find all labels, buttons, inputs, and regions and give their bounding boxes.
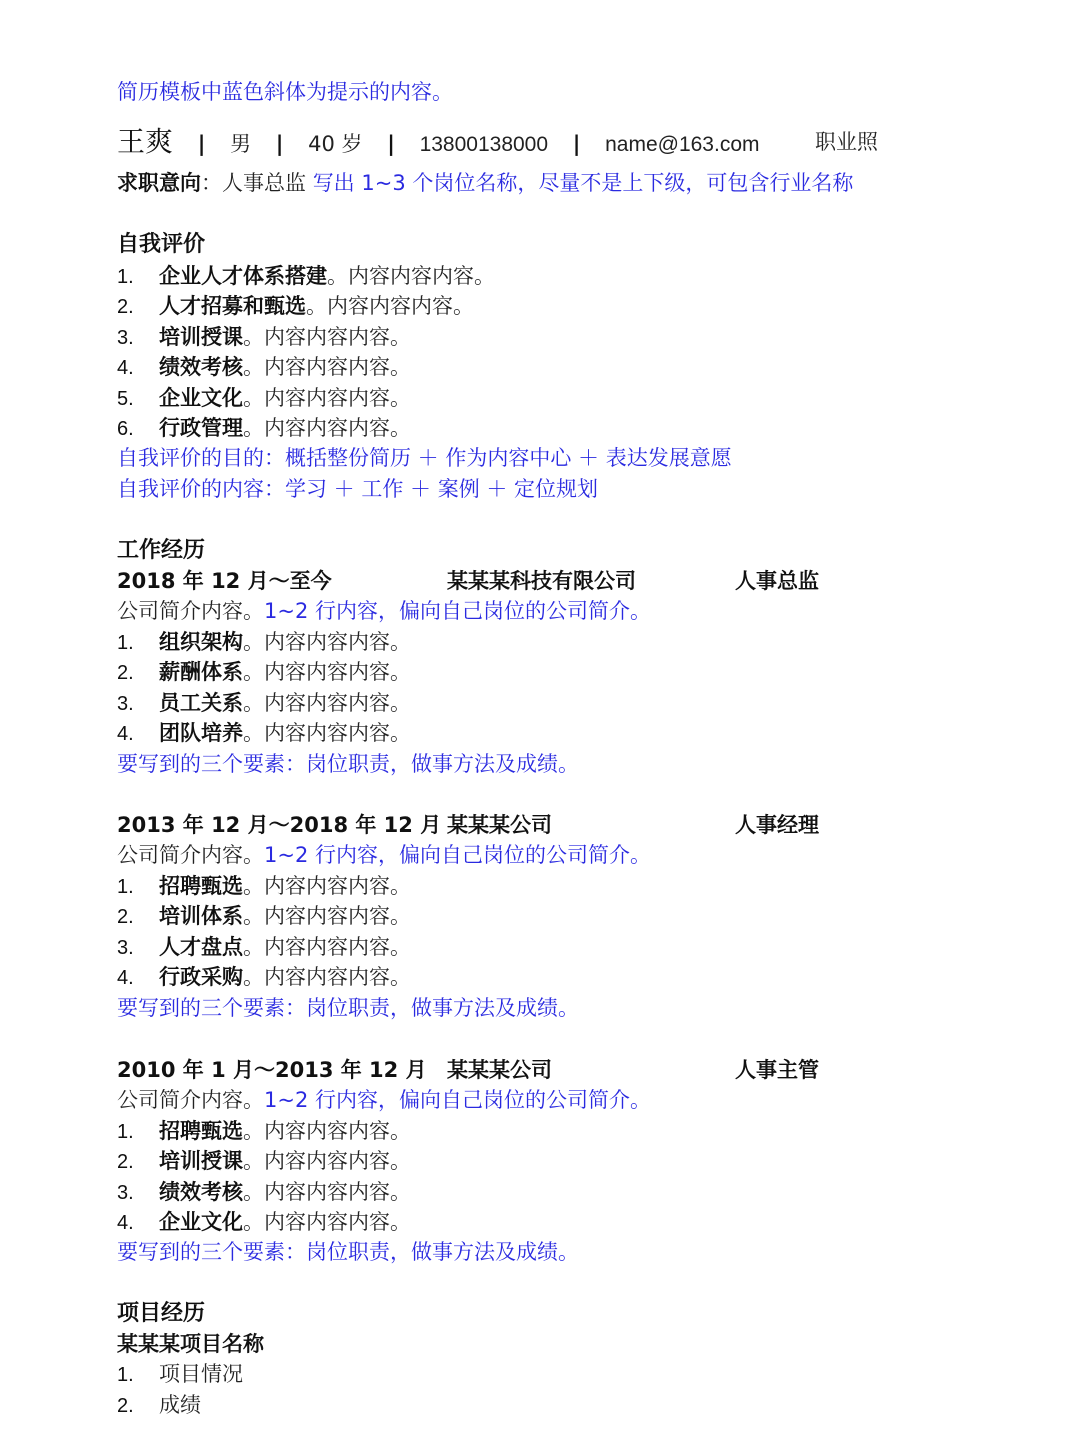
job-hint: 要写到的三个要素：岗位职责，做事方法及成绩。 xyxy=(117,1240,579,1264)
item-text: 。内容内容内容。 xyxy=(243,416,411,440)
self-eval-title: 自我评价 xyxy=(117,232,206,257)
item-key: 行政采购 xyxy=(159,965,243,989)
item-text: 。内容内容内容。 xyxy=(243,355,411,379)
objective-row xyxy=(117,168,853,198)
item-number: 1. xyxy=(117,876,134,898)
objective-colon: ： xyxy=(201,171,222,195)
item-text: 成绩 xyxy=(159,1393,201,1417)
item-number: 1. xyxy=(117,1364,134,1386)
item-number: 1. xyxy=(117,632,134,654)
self-eval-item xyxy=(117,413,411,443)
item-number: 1. xyxy=(117,266,134,288)
item-key: 绩效考核 xyxy=(159,355,243,379)
item-text: 。内容内容内容。 xyxy=(243,721,411,745)
projects-title: 项目经历 xyxy=(117,1301,206,1326)
job-hint: 要写到的三个要素：岗位职责，做事方法及成绩。 xyxy=(117,996,579,1020)
job-hint: 要写到的三个要素：岗位职责，做事方法及成绩。 xyxy=(117,752,579,776)
job-item xyxy=(117,962,411,992)
objective-value: 人事总监 xyxy=(222,171,306,195)
item-key: 企业文化 xyxy=(159,386,243,410)
item-text: 项目情况 xyxy=(159,1362,243,1386)
item-key: 团队培养 xyxy=(159,721,243,745)
email: name@163.com xyxy=(605,133,760,156)
item-number: 4. xyxy=(117,723,134,745)
separator: | xyxy=(572,132,581,156)
company-intro xyxy=(117,1085,651,1115)
item-text: 。内容内容内容。 xyxy=(243,660,411,684)
item-text: 。内容内容内容。 xyxy=(306,294,474,318)
job-position: 人事总监 xyxy=(735,569,819,593)
item-key: 企业文化 xyxy=(159,1210,243,1234)
job-company: 某某某公司 xyxy=(447,1058,552,1082)
phone: 13800138000 xyxy=(419,133,549,156)
separator: | xyxy=(197,132,206,156)
job-date: 2010 年 1 月～2013 年 12 月 xyxy=(117,1058,427,1082)
item-number: 3. xyxy=(117,1182,134,1204)
item-text: 。内容内容内容。 xyxy=(243,691,411,715)
age: 40 岁 xyxy=(308,132,363,156)
item-key: 招聘甄选 xyxy=(159,874,243,898)
item-text: 。内容内容内容。 xyxy=(243,874,411,898)
item-text: 。内容内容内容。 xyxy=(243,1149,411,1173)
work-title: 工作经历 xyxy=(117,538,206,563)
self-eval-item xyxy=(117,352,411,382)
intro-hint: 1~2 行内容，偏向自己岗位的公司简介。 xyxy=(264,599,651,623)
job-item xyxy=(117,627,411,657)
item-number: 1. xyxy=(117,1121,134,1143)
intro-text: 公司简介内容。 xyxy=(117,599,264,623)
header-row xyxy=(117,124,760,160)
item-key: 组织架构 xyxy=(159,630,243,654)
job-item xyxy=(117,688,411,718)
intro-text: 公司简介内容。 xyxy=(117,1088,264,1112)
item-key: 企业人才体系搭建 xyxy=(159,264,327,288)
candidate-name: 王爽 xyxy=(117,125,174,158)
job-item xyxy=(117,1146,411,1176)
job-header xyxy=(117,810,819,840)
job-item xyxy=(117,718,411,748)
job-header xyxy=(117,566,819,596)
project-name: 某某某项目名称 xyxy=(117,1332,264,1356)
item-text: 。内容内容内容。 xyxy=(243,1119,411,1143)
objective-label: 求职意向 xyxy=(117,171,201,195)
item-key: 培训授课 xyxy=(159,1149,243,1173)
item-text: 。内容内容内容。 xyxy=(243,386,411,410)
item-key: 薪酬体系 xyxy=(159,660,243,684)
job-date: 2013 年 12 月～2018 年 12 月 xyxy=(117,813,442,837)
intro-hint: 1~2 行内容，偏向自己岗位的公司简介。 xyxy=(264,1088,651,1112)
job-item xyxy=(117,871,411,901)
template-hint: 简历模板中蓝色斜体为提示的内容。 xyxy=(117,80,453,104)
objective-hint: 写出 1~3 个岗位名称，尽量不是上下级，可包含行业名称 xyxy=(312,171,854,195)
self-eval-item xyxy=(117,322,411,352)
item-number: 2. xyxy=(117,906,134,928)
self-eval-hint: 自我评价的内容：学习 ＋ 工作 ＋ 案例 ＋ 定位规划 xyxy=(117,477,599,501)
job-company: 某某某科技有限公司 xyxy=(447,569,636,593)
company-intro xyxy=(117,840,651,870)
item-key: 培训授课 xyxy=(159,325,243,349)
project-item xyxy=(117,1359,243,1389)
item-text: 。内容内容内容。 xyxy=(243,1180,411,1204)
job-company: 某某某公司 xyxy=(447,813,552,837)
item-number: 6. xyxy=(117,418,134,440)
self-eval-item xyxy=(117,383,411,413)
item-text: 。内容内容内容。 xyxy=(243,935,411,959)
intro-text: 公司简介内容。 xyxy=(117,843,264,867)
job-header xyxy=(117,1055,819,1085)
project-item xyxy=(117,1390,201,1420)
item-text: 。内容内容内容。 xyxy=(243,904,411,928)
self-eval-item xyxy=(117,291,474,321)
job-item xyxy=(117,1177,411,1207)
intro-hint: 1~2 行内容，偏向自己岗位的公司简介。 xyxy=(264,843,651,867)
job-item xyxy=(117,1207,411,1237)
item-key: 培训体系 xyxy=(159,904,243,928)
item-text: 。内容内容内容。 xyxy=(243,325,411,349)
job-item xyxy=(117,932,411,962)
separator: | xyxy=(387,132,395,156)
job-date: 2018 年 12 月～至今 xyxy=(117,569,332,593)
self-eval-item xyxy=(117,261,495,291)
job-position: 人事主管 xyxy=(735,1058,819,1082)
item-key: 人才盘点 xyxy=(159,935,243,959)
item-text: 。内容内容内容。 xyxy=(243,965,411,989)
item-number: 2. xyxy=(117,1395,134,1417)
item-number: 4. xyxy=(117,357,134,379)
photo-placeholder: 职业照 xyxy=(815,130,878,154)
job-position: 人事经理 xyxy=(735,813,819,837)
item-key: 人才招募和甄选 xyxy=(159,294,306,318)
self-eval-hint: 自我评价的目的：概括整份简历 ＋ 作为内容中心 ＋ 表达发展意愿 xyxy=(117,446,732,470)
job-item xyxy=(117,657,411,687)
separator: | xyxy=(275,132,284,156)
item-number: 3. xyxy=(117,327,134,349)
company-intro xyxy=(117,596,651,626)
job-item xyxy=(117,1116,411,1146)
item-number: 2. xyxy=(117,662,134,684)
item-number: 4. xyxy=(117,967,134,989)
gender: 男 xyxy=(230,132,252,156)
item-text: 。内容内容内容。 xyxy=(243,630,411,654)
item-number: 5. xyxy=(117,388,134,410)
item-number: 3. xyxy=(117,693,134,715)
item-key: 行政管理 xyxy=(159,416,243,440)
item-number: 3. xyxy=(117,937,134,959)
item-key: 绩效考核 xyxy=(159,1180,243,1204)
item-key: 招聘甄选 xyxy=(159,1119,243,1143)
item-key: 员工关系 xyxy=(159,691,243,715)
item-number: 2. xyxy=(117,1151,134,1173)
item-text: 。内容内容内容。 xyxy=(243,1210,411,1234)
item-text: 。内容内容内容。 xyxy=(327,264,495,288)
job-item xyxy=(117,901,411,931)
item-number: 2. xyxy=(117,296,134,318)
item-number: 4. xyxy=(117,1212,134,1234)
